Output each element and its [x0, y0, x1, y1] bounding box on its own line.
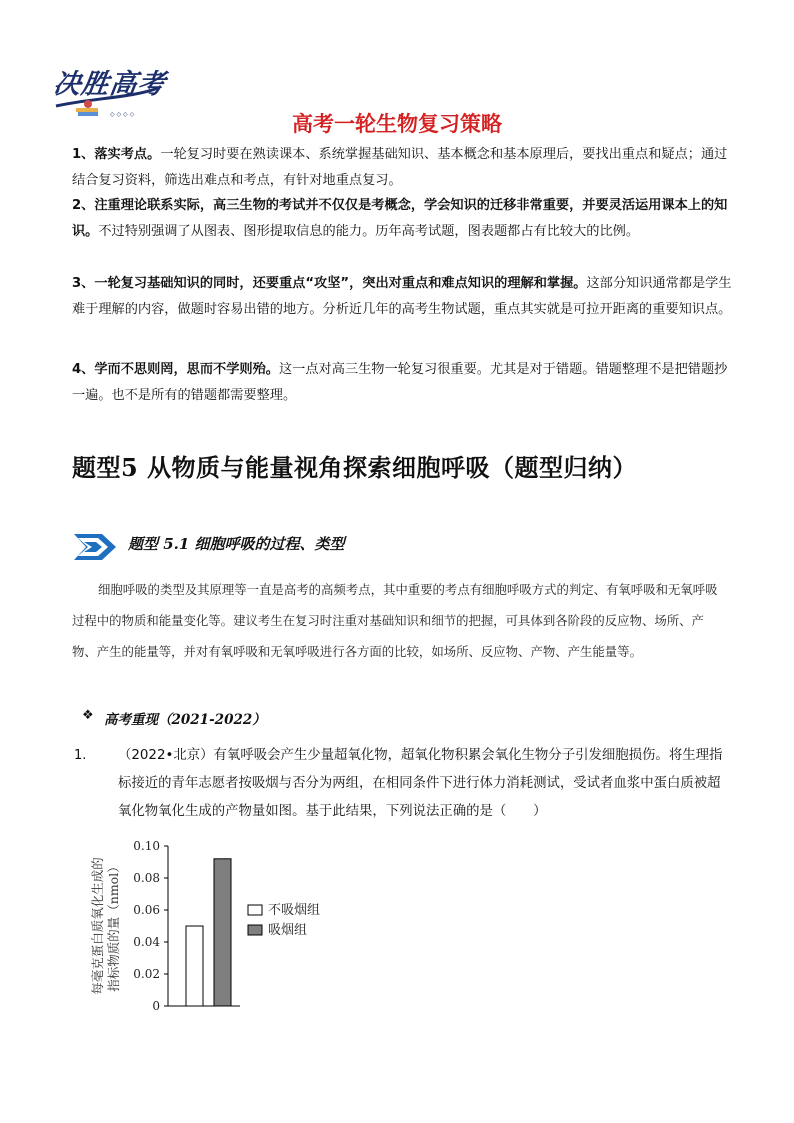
arrow-flag-icon — [72, 530, 118, 564]
legend-swatch — [248, 905, 262, 915]
bar-2 — [214, 859, 231, 1006]
y-tick-label: 0.08 — [133, 871, 160, 885]
strategy-2: 2、注重理论联系实际，高三生物的考试并不仅仅是考概念，学会知识的迁移非常重要，并要灵活运用课本上的知识。不过特别强调了从图表、图形提取信息的能力。历年高考试题，图表题都占有比较大的比例。 — [72, 198, 728, 239]
intro-paragraph: 细胞呼吸的类型及其原理等一直是高考的高频考点，其中重要的考点有细胞呼吸方式的判定、有氧呼吸和无氧呼吸过程中的物质和能量变化等。建议考生在复习时注重对基础知识和细节的把握，可具体到各阶段的反应物、场所、产物、产生的能量等，并对有氧呼吸和无氧呼吸进行各方面的比较，如场所、反应物、产物、产生能量等。 — [72, 582, 718, 659]
question-text: （2022•北京）有氧呼吸会产生少量超氧化物，超氧化物积累会氧化生物分子引发细胞损伤。将生理指标接近的青年志愿者按吸烟与否分为两组，在相同条件下进行体力消耗测试，受试者血浆中蛋白质被超氧化物氧化生成的产物量如图。基于此结果，下列说法正确的是（ ） — [118, 748, 723, 819]
review-label: 高考重现（2021-2022） — [104, 712, 266, 728]
logo-text: 决胜高考 — [51, 69, 168, 100]
svg-text:◇ ◇ ◇ ◇: ◇ ◇ ◇ ◇ — [110, 111, 135, 118]
document-title: 高考一轮生物复习策略 — [292, 112, 502, 136]
y-tick-label: 0.04 — [133, 935, 160, 949]
y-axis-label: 指标物质的量（nmol） — [106, 860, 121, 992]
section-heading: 题型5 从物质与能量视角探索细胞呼吸（题型归纳） — [72, 453, 638, 482]
y-axis-label: 每毫克蛋白质氧化生成的 — [90, 857, 105, 995]
legend-label: 不吸烟组 — [268, 903, 321, 918]
y-tick-label: 0.02 — [133, 967, 160, 981]
y-tick-label: 0.06 — [133, 903, 160, 917]
strategy-1: 1、落实考点。一轮复习时要在熟读课本、系统掌握基础知识、基本概念和基本原理后，要找出重点和疑点；通过结合复习资料，筛选出难点和考点，有针对地重点复习。 — [72, 147, 728, 188]
y-tick-label: 0 — [152, 999, 160, 1013]
strategy-3: 3、一轮复习基础知识的同时，还要重点“攻坚”，突出对重点和难点知识的理解和掌握。这部分知识通常都是学生难于理解的内容，做题时容易出错的地方。分析近几年的高考生物试题，重点其实就是可拉开距离的重要知识点。 — [72, 276, 732, 317]
legend-swatch — [248, 925, 262, 935]
diamond-bullet-icon: ❖ — [82, 708, 94, 723]
strategy-4: 4、学而不思则罔，思而不学则殆。这一点对高三生物一轮复习很重要。尤其是对于错题。错题整理不是把错题抄一遍。也不是所有的错题都需要整理。 — [72, 362, 728, 403]
subsection-heading: 题型 5.1 细胞呼吸的过程、类型 — [128, 535, 345, 553]
legend-label: 吸烟组 — [268, 923, 308, 938]
question-number: 1. — [74, 748, 87, 763]
bar-chart — [80, 836, 370, 1026]
bar-1 — [186, 926, 203, 1006]
y-tick-label: 0.10 — [133, 839, 160, 853]
